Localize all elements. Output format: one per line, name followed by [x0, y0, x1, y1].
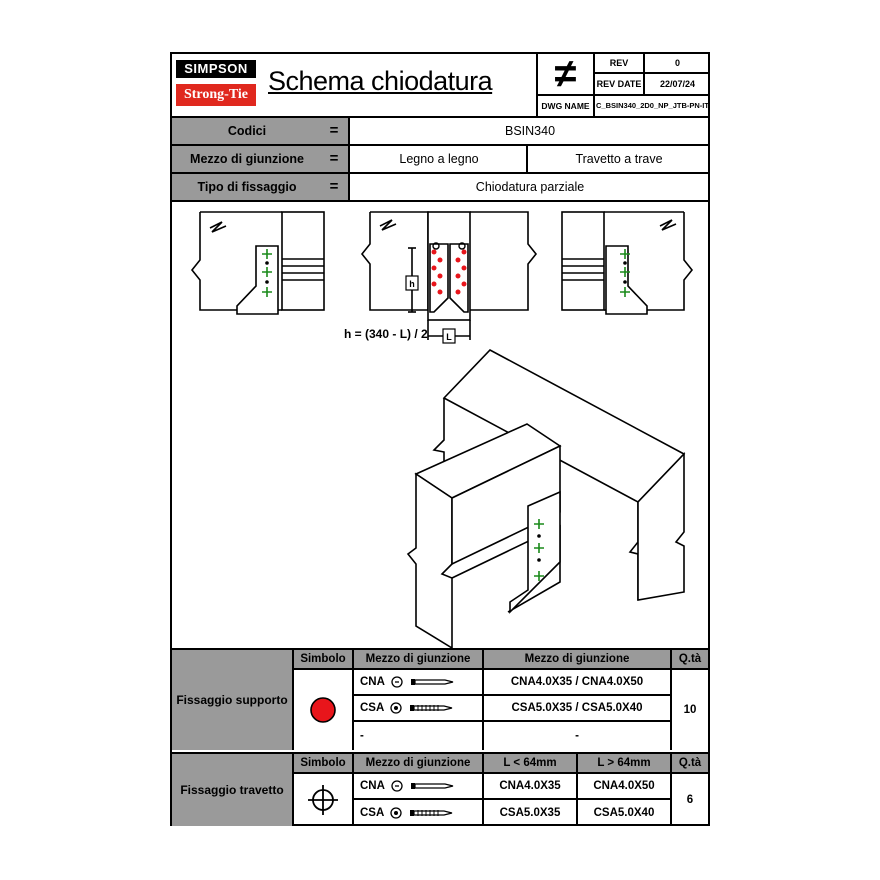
support-row-empty-type: - [352, 722, 482, 750]
support-row-empty-spec: - [482, 722, 670, 750]
csa-screw-icon [390, 807, 460, 819]
joist-fixing-table [172, 752, 708, 826]
simpson-logo [172, 54, 260, 116]
mezzo-header-2: Mezzo di giunzione [482, 650, 670, 670]
support-qty: 10 [670, 670, 708, 750]
codici-value: BSIN340 [504, 124, 556, 138]
l-dimension-label [443, 329, 455, 343]
support-row-cna-type [352, 670, 482, 696]
codici-label-text: Codici [227, 124, 267, 138]
csa-label: CSA [360, 702, 385, 714]
mezzo-value-1: Legno a legno [352, 146, 528, 172]
cna-label: CNA [360, 676, 385, 688]
mezzo-value-2: Travetto a trave [575, 152, 663, 166]
h-formula: h = (340 - L) / 2 [344, 327, 428, 341]
cna-nail-icon [391, 780, 461, 792]
rev-label: REV [595, 54, 645, 74]
mezzo-header: Mezzo di giunzione [352, 754, 482, 774]
mezzo-label [172, 146, 350, 172]
crosshair-icon [306, 783, 340, 817]
symbol-header: Simbolo [292, 754, 352, 774]
rev-date-value: 22/07/24 [645, 74, 710, 96]
joist-csa-long: CSA5.0X40 [576, 800, 670, 826]
tipo-row [172, 174, 708, 202]
joist-qty: 6 [670, 774, 708, 826]
long-length-header: L > 64mm [576, 754, 670, 774]
logo-strongtie-text: Strong-Tie [176, 84, 256, 106]
rev-value: 0 [645, 54, 710, 74]
short-length-header: L < 64mm [482, 754, 576, 774]
joist-row-cna-type [352, 774, 482, 800]
not-equal-icon: ≠ [538, 54, 595, 96]
cna-nail-icon [391, 676, 461, 688]
drawing-svg [172, 202, 708, 648]
title-block [536, 54, 710, 116]
support-row-label: Fissaggio supporto [172, 650, 292, 750]
qty-header: Q.tà [670, 650, 708, 670]
equals-sign: = [329, 150, 339, 167]
h-dimension-label [406, 276, 418, 290]
dwg-name-label: DWG NAME [538, 96, 595, 116]
mezzo-row [172, 146, 708, 174]
h-label: h [409, 279, 415, 289]
csa-screw-icon [390, 702, 460, 714]
joist-cna-short: CNA4.0X35 [482, 774, 576, 800]
drawing-sheet [170, 52, 710, 826]
cna-label: CNA [360, 780, 385, 792]
front-view [362, 212, 536, 340]
support-row-cna-spec: CNA4.0X35 / CNA4.0X50 [482, 670, 670, 696]
support-fixing-table [172, 648, 708, 752]
tipo-label [172, 174, 350, 200]
tipo-label-text: Tipo di fissaggio [197, 180, 297, 194]
green-crosshair-symbol [292, 774, 352, 826]
dwg-name-value: C_BSIN340_2D0_NP_JTB-PN-IT [596, 101, 709, 110]
isometric-view [408, 350, 684, 648]
mezzo-label-text: Mezzo di giunzione [190, 152, 304, 166]
support-row-csa-type [352, 696, 482, 722]
left-side-view [192, 212, 324, 314]
support-row-csa-spec: CSA5.0X35 / CSA5.0X40 [482, 696, 670, 722]
equals-sign: = [329, 122, 339, 139]
page-title: Schema chiodatura [268, 66, 493, 96]
tipo-value: Chiodatura parziale [475, 180, 585, 194]
joist-row-csa-type [352, 800, 482, 826]
joist-csa-short: CSA5.0X35 [482, 800, 576, 826]
codici-row [172, 118, 708, 146]
sheet-header [172, 54, 708, 118]
red-circle-icon [308, 695, 338, 725]
joist-row-label: Fissaggio travetto [172, 754, 292, 826]
symbol-header: Simbolo [292, 650, 352, 670]
csa-label: CSA [360, 807, 385, 819]
red-dot-symbol [292, 670, 352, 750]
rev-date-label: REV DATE [595, 74, 645, 96]
codici-label [172, 118, 350, 144]
logo-simpson-text: SIMPSON [176, 60, 256, 78]
mezzo-header: Mezzo di giunzione [352, 650, 482, 670]
equals-sign: = [329, 178, 339, 195]
joist-cna-long: CNA4.0X50 [576, 774, 670, 800]
qty-header: Q.tà [670, 754, 708, 774]
l-label: L [446, 332, 452, 342]
right-side-view [562, 212, 692, 314]
technical-drawing [172, 202, 708, 648]
